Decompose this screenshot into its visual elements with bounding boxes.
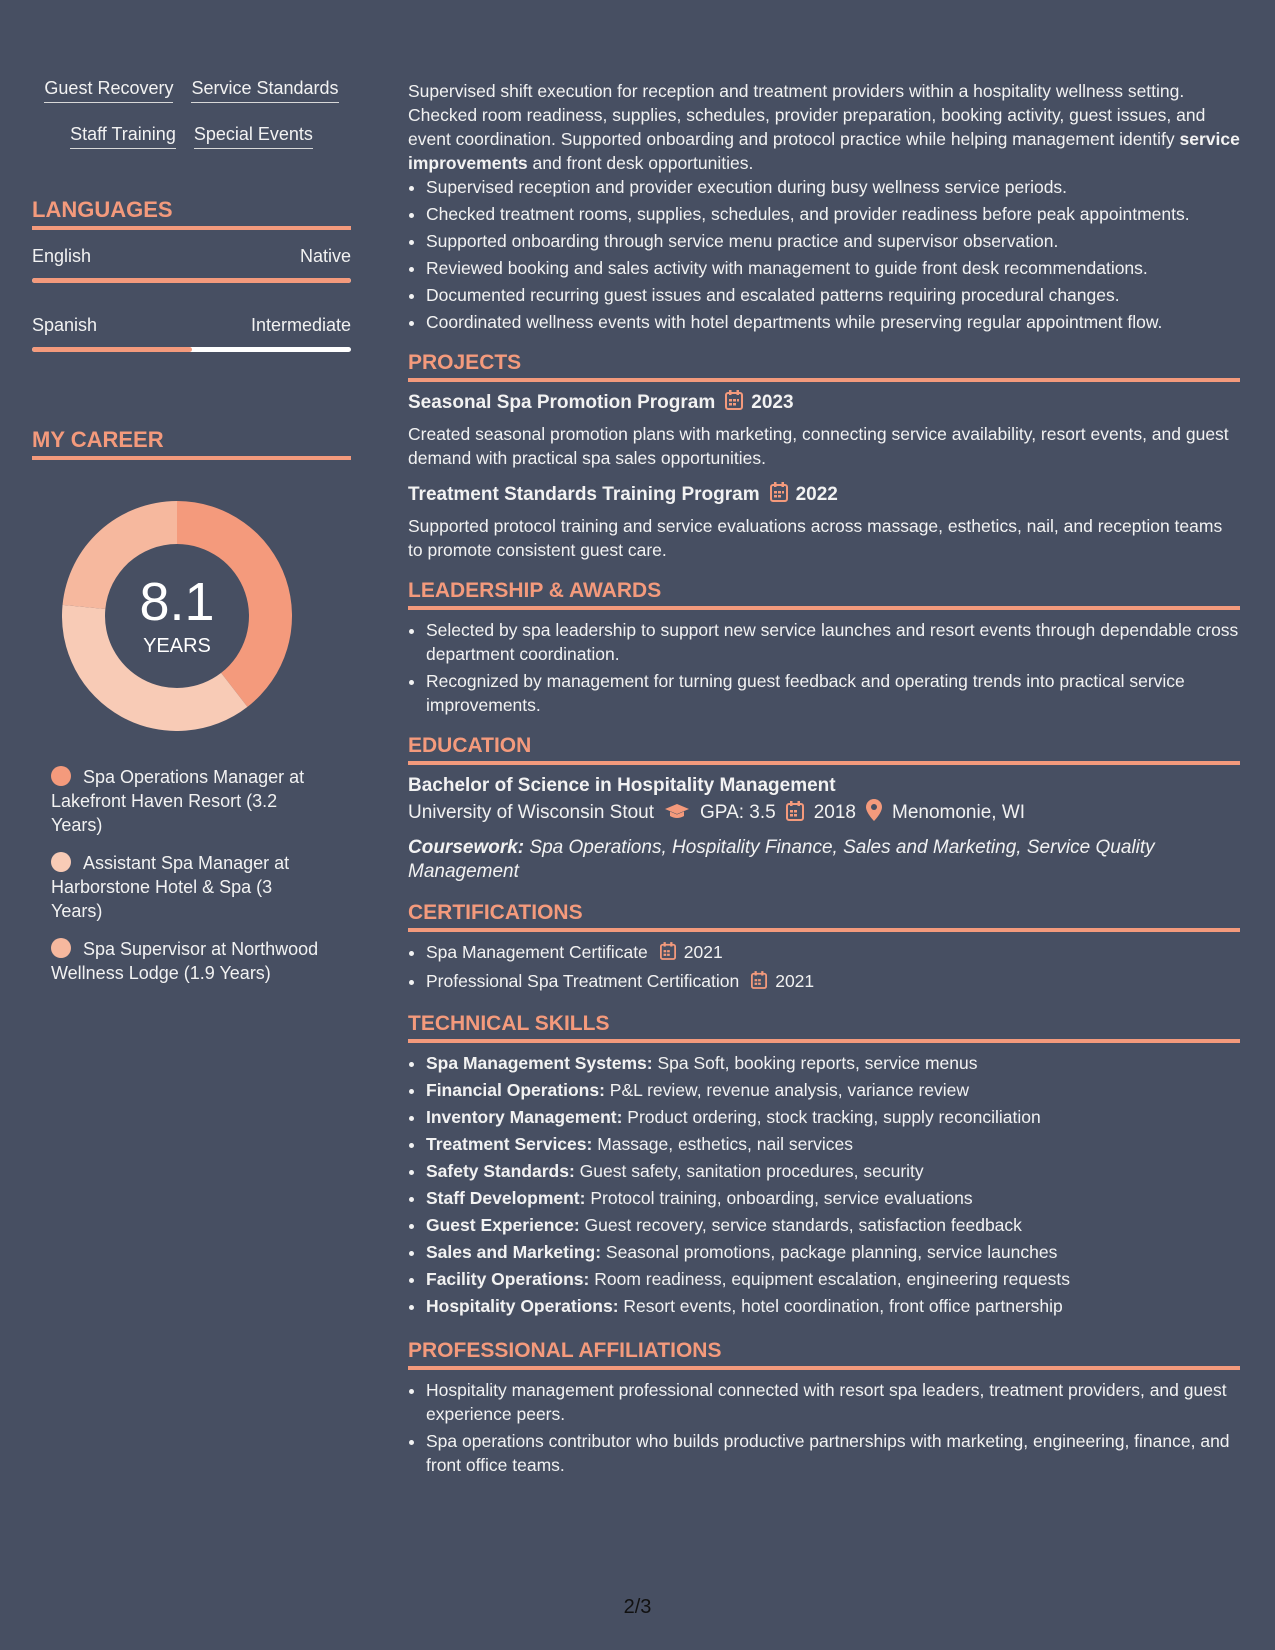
list-item: • Sales and Marketing: Seasonal promotions, package planning, service launches bbox=[426, 1240, 1240, 1264]
list-item: • Financial Operations: P&L review, revenue analysis, variance review bbox=[426, 1078, 1240, 1102]
technical-skills-heading: TECHNICAL SKILLS bbox=[408, 1011, 1240, 1043]
list-item: • Professional Spa Treatment Certification 2021 bbox=[426, 969, 1240, 995]
career-donut-chart bbox=[62, 501, 292, 731]
career-heading: MY CAREER bbox=[32, 427, 351, 460]
page-number: 2/3 bbox=[623, 1596, 652, 1618]
project-name: Seasonal Spa Promotion Program bbox=[408, 392, 716, 413]
education-year: 2018 bbox=[813, 802, 856, 823]
calendar-icon bbox=[770, 482, 788, 510]
calendar-icon bbox=[725, 390, 743, 418]
legend-dot bbox=[51, 938, 71, 958]
language-proficiency-bar bbox=[32, 278, 351, 283]
technical-skills-list bbox=[408, 1051, 1240, 1318]
education-coursework: Coursework: Spa Operations, Hospitality Finance, Sales and Marketing, Service Quality Management bbox=[408, 837, 1155, 882]
list-item: • Reviewed booking and sales activity with management to guide front desk recommendations. bbox=[426, 256, 1240, 280]
list-item: • Staff Development: Protocol training, onboarding, service evaluations bbox=[426, 1186, 1240, 1210]
career-legend-item: Spa Supervisor at Northwood Wellness Lodge (1.9 Years) bbox=[51, 939, 319, 983]
project-year: 2023 bbox=[751, 392, 794, 413]
project-description: Created seasonal promotion plans with marketing, connecting service availability, resort events, and guest demand with practical spa sales opportunities. bbox=[408, 424, 1229, 468]
list-item: • Supervised reception and provider execution during busy wellness service periods. bbox=[426, 175, 1240, 199]
language-spanish bbox=[32, 313, 351, 352]
skill-tag: Special Events bbox=[194, 122, 313, 149]
graduation-cap-icon bbox=[664, 802, 690, 830]
list-item: • Safety Standards: Guest safety, sanitation procedures, security bbox=[426, 1159, 1240, 1183]
education-gpa: GPA: 3.5 bbox=[700, 802, 776, 823]
list-item: • Documented recurring guest issues and escalated patterns requiring procedural changes. bbox=[426, 283, 1240, 307]
affiliations-list bbox=[408, 1378, 1240, 1477]
career-legend bbox=[32, 765, 351, 985]
legend-dot bbox=[51, 852, 71, 872]
skill-tag: Guest Recovery bbox=[44, 76, 173, 103]
legend-dot bbox=[51, 766, 71, 786]
list-item: • Spa operations contributor who builds productive partnerships with marketing, engineering, finance, and front office teams. bbox=[426, 1429, 1240, 1477]
calendar-icon bbox=[751, 971, 767, 995]
project-description: Supported protocol training and service evaluations across massage, esthetics, nail, and reception teams to promote consistent guest care. bbox=[408, 516, 1223, 560]
leadership-bullets bbox=[408, 618, 1240, 717]
project-year: 2022 bbox=[795, 484, 838, 505]
language-level: Native bbox=[299, 246, 351, 266]
list-item: • Facility Operations: Room readiness, equipment escalation, engineering requests bbox=[426, 1267, 1240, 1291]
list-item: • Inventory Management: Product ordering, stock tracking, supply reconciliation bbox=[426, 1105, 1240, 1129]
skill-tag: Staff Training bbox=[70, 122, 176, 149]
language-english bbox=[32, 244, 351, 283]
project-item bbox=[408, 482, 1240, 562]
education-heading: EDUCATION bbox=[408, 733, 1240, 765]
education-details bbox=[408, 799, 1240, 830]
certifications-heading: CERTIFICATIONS bbox=[408, 900, 1240, 932]
sidebar bbox=[32, 76, 351, 999]
calendar-icon bbox=[786, 801, 804, 830]
education-location: Menomonie, WI bbox=[892, 802, 1026, 823]
career-total-years: 8.1 bbox=[139, 572, 215, 632]
main-content bbox=[408, 79, 1240, 1480]
experience-bullets bbox=[408, 175, 1240, 334]
list-item: • Hospitality management professional connected with resort spa leaders, treatment providers, and guest experience peers. bbox=[426, 1378, 1240, 1426]
list-item: • Treatment Services: Massage, esthetics, nail services bbox=[426, 1132, 1240, 1156]
language-name: English bbox=[32, 246, 92, 266]
affiliations-heading: PROFESSIONAL AFFILIATIONS bbox=[408, 1338, 1240, 1370]
calendar-icon bbox=[660, 942, 676, 966]
experience-summary: Supervised shift execution for reception and treatment providers within a hospitality wellness setting. Checked room readiness, supplies, schedules, provider preparation, booking activity, guest issues, and event coordination. Supported onboarding and protocol practice while helping management identify service improvements and front desk opportunities. bbox=[408, 81, 1240, 173]
certifications-list bbox=[408, 940, 1240, 995]
education-degree: Bachelor of Science in Hospitality Management bbox=[408, 775, 836, 796]
list-item: • Spa Management Systems: Spa Soft, booking reports, service menus bbox=[426, 1051, 1240, 1075]
project-item bbox=[408, 390, 1240, 470]
location-pin-icon bbox=[866, 799, 882, 830]
career-years-unit: YEARS bbox=[143, 635, 211, 657]
list-item: • Guest Experience: Guest recovery, service standards, satisfaction feedback bbox=[426, 1213, 1240, 1237]
language-name: Spanish bbox=[32, 315, 98, 335]
skill-tags bbox=[32, 76, 351, 149]
career-legend-item: Spa Operations Manager at Lakefront Haven Resort (3.2 Years) bbox=[51, 767, 305, 835]
skill-tag: Service Standards bbox=[191, 76, 338, 103]
list-item: • Hospitality Operations: Resort events, hotel coordination, front office partnership bbox=[426, 1294, 1240, 1318]
education-school: University of Wisconsin Stout bbox=[408, 802, 655, 823]
languages-heading: LANGUAGES bbox=[32, 197, 351, 230]
list-item: • Selected by spa leadership to support new service launches and resort events through dependable cross department coordination. bbox=[426, 618, 1240, 666]
list-item: • Spa Management Certificate 2021 bbox=[426, 940, 1240, 966]
list-item: • Supported onboarding through service menu practice and supervisor observation. bbox=[426, 229, 1240, 253]
leadership-heading: LEADERSHIP & AWARDS bbox=[408, 578, 1240, 610]
project-name: Treatment Standards Training Program bbox=[408, 484, 760, 505]
language-level: Intermediate bbox=[250, 315, 351, 335]
language-proficiency-bar bbox=[32, 347, 351, 352]
list-item: • Recognized by management for turning guest feedback and operating trends into practical service improvements. bbox=[426, 669, 1240, 717]
career-legend-item: Assistant Spa Manager at Harborstone Hotel & Spa (3 Years) bbox=[51, 853, 290, 921]
projects-heading: PROJECTS bbox=[408, 350, 1240, 382]
list-item: • Coordinated wellness events with hotel departments while preserving regular appointment flow. bbox=[426, 310, 1240, 334]
list-item: • Checked treatment rooms, supplies, schedules, and provider readiness before peak appointments. bbox=[426, 202, 1240, 226]
